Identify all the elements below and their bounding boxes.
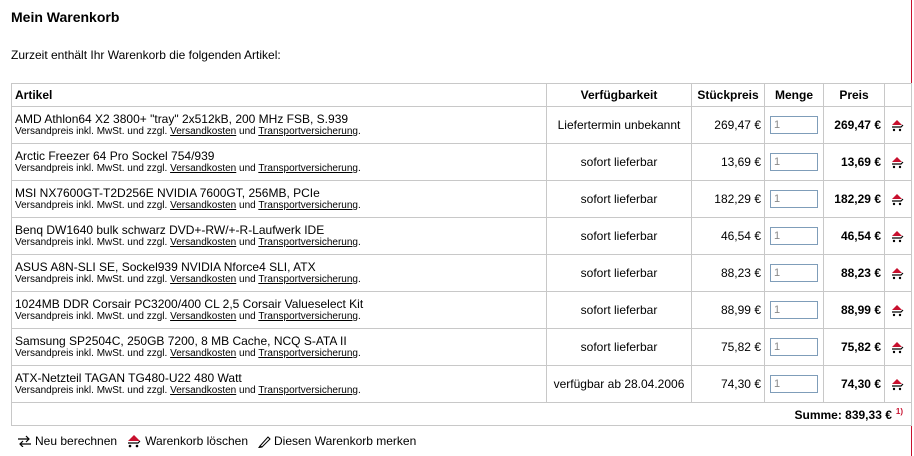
transport-insurance-link[interactable]: Transportversicherung [258, 200, 358, 211]
shipping-note-middle: und [236, 126, 259, 137]
transport-insurance-link[interactable]: Transportversicherung [258, 126, 358, 137]
item-name: 1024MB DDR Corsair PC3200/400 CL 2,5 Corsair Valueselect Kit [15, 297, 364, 311]
item-action-cell [885, 144, 912, 181]
item-action-cell [885, 255, 912, 292]
cart-remove-icon[interactable] [891, 194, 905, 206]
quantity-input[interactable] [770, 375, 818, 393]
item-price: 74,30 € [824, 366, 885, 403]
item-name: Benq DW1640 bulk schwarz DVD+-RW/+-R-Laufwerk IDE [15, 223, 325, 237]
item-quantity-cell [765, 218, 824, 255]
cart-table [11, 83, 912, 426]
item-availability: sofort lieferbar [547, 292, 692, 329]
shipping-costs-link[interactable]: Versandkosten [170, 237, 237, 248]
item-quantity-cell [765, 366, 824, 403]
item-name: ATX-Netzteil TAGAN TG480-U22 480 Watt [15, 371, 242, 385]
cart-item-row [12, 181, 912, 218]
shipping-note [15, 274, 543, 286]
item-unit-price: 13,69 € [692, 144, 765, 181]
clear-cart-button[interactable] [127, 434, 248, 448]
transport-insurance-link[interactable]: Transportversicherung [258, 163, 358, 174]
shipping-note-middle: und [236, 200, 259, 211]
recalculate-icon [17, 435, 32, 447]
item-unit-price: 74,30 € [692, 366, 765, 403]
item-name: AMD Athlon64 X2 3800+ "tray" 2x512kB, 200 MHz FSB, S.939 [15, 112, 349, 126]
shipping-note-middle: und [236, 237, 259, 248]
shipping-note [15, 200, 543, 212]
shipping-note-suffix: . [358, 348, 361, 359]
cart-header-row [12, 84, 912, 107]
cart-sum-label: Summe: 839,33 € [794, 407, 892, 422]
shipping-note-prefix: Versandpreis inkl. MwSt. und zzgl. [15, 274, 171, 285]
recalculate-button[interactable] [17, 434, 117, 448]
item-article-cell [12, 329, 547, 366]
cart-remove-icon[interactable] [891, 120, 905, 132]
item-availability: sofort lieferbar [547, 329, 692, 366]
shipping-note-prefix: Versandpreis inkl. MwSt. und zzgl. [15, 163, 171, 174]
item-action-cell [885, 181, 912, 218]
item-name: Arctic Freezer 64 Pro Sockel 754/939 [15, 149, 215, 163]
item-unit-price: 46,54 € [692, 218, 765, 255]
recalculate-label: Neu berechnen [35, 434, 118, 448]
item-action-cell [885, 107, 912, 144]
item-article-cell [12, 366, 547, 403]
shipping-note-suffix: . [358, 311, 361, 322]
transport-insurance-link[interactable]: Transportversicherung [258, 274, 358, 285]
item-availability: sofort lieferbar [547, 255, 692, 292]
cart-clear-icon [127, 435, 142, 448]
item-quantity-cell [765, 181, 824, 218]
item-unit-price: 182,29 € [692, 181, 765, 218]
cart-item-row [12, 366, 912, 403]
shipping-note-middle: und [236, 385, 259, 396]
item-quantity-cell [765, 255, 824, 292]
item-price: 88,99 € [824, 292, 885, 329]
quantity-input[interactable] [770, 153, 818, 171]
item-name: Samsung SP2504C, 250GB 7200, 8 MB Cache, NCQ S-ATA II [15, 334, 347, 348]
item-unit-price: 75,82 € [692, 329, 765, 366]
shipping-note-suffix: . [358, 385, 361, 396]
transport-insurance-link[interactable]: Transportversicherung [258, 311, 358, 322]
shipping-costs-link[interactable]: Versandkosten [170, 126, 237, 137]
quantity-input[interactable] [770, 338, 818, 356]
item-price: 46,54 € [824, 218, 885, 255]
cart-item-row [12, 329, 912, 366]
shipping-note [15, 237, 543, 249]
shipping-costs-link[interactable]: Versandkosten [170, 311, 237, 322]
shipping-note-prefix: Versandpreis inkl. MwSt. und zzgl. [15, 200, 171, 211]
item-price: 13,69 € [824, 144, 885, 181]
shipping-note [15, 126, 543, 138]
header-price: Preis [824, 84, 885, 107]
item-name: ASUS A8N-SLI SE, Sockel939 NVIDIA Nforce4 SLI, ATX [15, 260, 316, 274]
quantity-input[interactable] [770, 301, 818, 319]
cart-sum-row [12, 403, 912, 426]
item-unit-price: 88,23 € [692, 255, 765, 292]
shipping-note [15, 348, 543, 360]
cart-item-row [12, 144, 912, 181]
remember-cart-button[interactable] [258, 434, 416, 448]
clear-cart-label: Warenkorb löschen [145, 434, 248, 448]
shipping-costs-link[interactable]: Versandkosten [170, 385, 237, 396]
cart-remove-icon[interactable] [891, 268, 905, 280]
shipping-note-suffix: . [358, 200, 361, 211]
shipping-note-suffix: . [358, 126, 361, 137]
item-availability: Liefertermin unbekannt [547, 107, 692, 144]
item-action-cell [885, 329, 912, 366]
item-availability: sofort lieferbar [547, 218, 692, 255]
cart-item-row [12, 218, 912, 255]
cart-remove-icon[interactable] [891, 379, 905, 391]
header-unit-price: Stückpreis [692, 84, 765, 107]
pencil-icon [258, 435, 271, 448]
shipping-note-suffix: . [358, 274, 361, 285]
item-article-cell [12, 218, 547, 255]
shipping-note-prefix: Versandpreis inkl. MwSt. und zzgl. [15, 126, 171, 137]
item-unit-price: 269,47 € [692, 107, 765, 144]
shipping-note-suffix: . [358, 163, 361, 174]
item-quantity-cell [765, 329, 824, 366]
cart-remove-icon[interactable] [891, 157, 905, 169]
shipping-costs-link[interactable]: Versandkosten [170, 348, 237, 359]
shipping-note-middle: und [236, 348, 259, 359]
item-availability: sofort lieferbar [547, 144, 692, 181]
cart-item-row [12, 255, 912, 292]
item-quantity-cell [765, 144, 824, 181]
shipping-note-prefix: Versandpreis inkl. MwSt. und zzgl. [15, 348, 171, 359]
cart-actions [17, 434, 426, 448]
item-article-cell [12, 107, 547, 144]
cart-remove-icon[interactable] [891, 342, 905, 354]
cart-remove-icon[interactable] [891, 305, 905, 317]
cart-item-row [12, 292, 912, 329]
shipping-note-middle: und [236, 274, 259, 285]
item-article-cell [12, 144, 547, 181]
shipping-costs-link[interactable]: Versandkosten [170, 163, 237, 174]
header-article: Artikel [12, 84, 547, 107]
quantity-input[interactable] [770, 116, 818, 134]
item-article-cell [12, 255, 547, 292]
cart-remove-icon[interactable] [891, 231, 905, 243]
quantity-input[interactable] [770, 264, 818, 282]
item-action-cell [885, 292, 912, 329]
item-article-cell [12, 181, 547, 218]
transport-insurance-link[interactable]: Transportversicherung [258, 237, 358, 248]
item-article-cell [12, 292, 547, 329]
remember-cart-label: Diesen Warenkorb merken [274, 434, 417, 448]
shipping-note-prefix: Versandpreis inkl. MwSt. und zzgl. [15, 237, 171, 248]
header-availability: Verfügbarkeit [547, 84, 692, 107]
item-quantity-cell [765, 292, 824, 329]
item-price: 182,29 € [824, 181, 885, 218]
cart-sum [12, 403, 912, 426]
item-availability: verfügbar ab 28.04.2006 [547, 366, 692, 403]
item-action-cell [885, 218, 912, 255]
shipping-note-middle: und [236, 311, 259, 322]
shipping-costs-link[interactable]: Versandkosten [170, 274, 237, 285]
shipping-note [15, 311, 543, 323]
item-price: 269,47 € [824, 107, 885, 144]
item-name: MSI NX7600GT-T2D256E NVIDIA 7600GT, 256MB, PCIe [15, 186, 320, 200]
shipping-note-middle: und [236, 163, 259, 174]
shipping-note-prefix: Versandpreis inkl. MwSt. und zzgl. [15, 385, 171, 396]
header-quantity: Menge [765, 84, 824, 107]
shipping-note-prefix: Versandpreis inkl. MwSt. und zzgl. [15, 311, 171, 322]
cart-item-row [12, 107, 912, 144]
shipping-note [15, 163, 543, 175]
quantity-input[interactable] [770, 190, 818, 208]
shipping-costs-link[interactable]: Versandkosten [170, 200, 237, 211]
item-price: 88,23 € [824, 255, 885, 292]
item-price: 75,82 € [824, 329, 885, 366]
shipping-note-suffix: . [358, 237, 361, 248]
quantity-input[interactable] [770, 227, 818, 245]
transport-insurance-link[interactable]: Transportversicherung [258, 348, 358, 359]
item-availability: sofort lieferbar [547, 181, 692, 218]
page-title: Mein Warenkorb [11, 9, 120, 25]
item-action-cell [885, 366, 912, 403]
header-action [885, 84, 912, 107]
item-unit-price: 88,99 € [692, 292, 765, 329]
item-quantity-cell [765, 107, 824, 144]
cart-intro-text: Zurzeit enthält Ihr Warenkorb die folgenden Artikel: [11, 48, 281, 62]
transport-insurance-link[interactable]: Transportversicherung [258, 385, 358, 396]
sum-footnote-marker: 1) [895, 406, 903, 416]
shipping-note [15, 385, 543, 397]
